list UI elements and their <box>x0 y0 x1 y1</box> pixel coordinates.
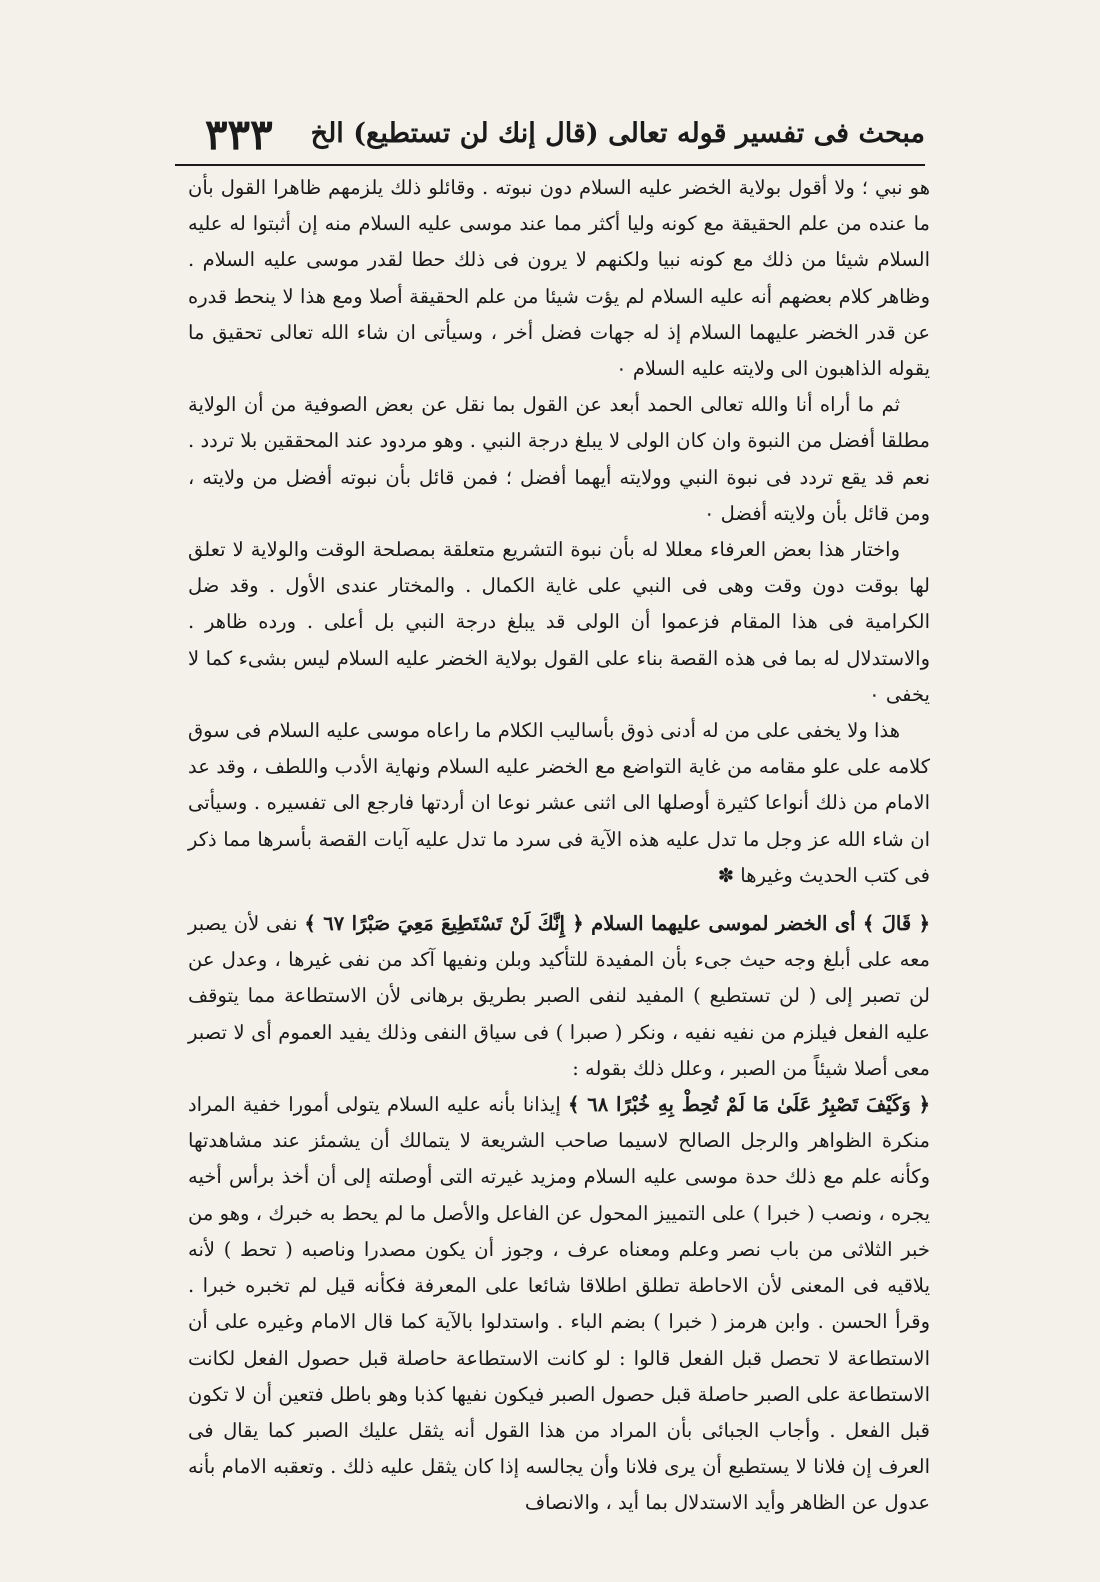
header-divider <box>175 164 925 166</box>
paragraph: واختار هذا بعض العرفاء معللا له بأن نبوة التشريع متعلقة بمصلحة الوقت والولاية لا تعلق لها بوقت دون وقت وهى فى النبي على غاية الكمال . والمختار عندى الأول . وقد ضل الكرامية فى هذا المقام فزعموا أن الولى قد يبلغ درجة النبي بل أعلى . ورده ظاهر . والاستدلال له بما فى هذه القصة بناء على القول بولاية الخضر عليه السلام ليس بشىء كما لا يخفى ٠ <box>188 538 930 706</box>
verse-commentary <box>188 906 930 1087</box>
quran-verse: ﴿ قَالَ ﴾ أى الخضر لموسى عليهما السلام ﴿ إِنَّكَ لَنْ تَسْتَطِيعَ مَعِيَ صَبْرًا ٦٧ ﴾ <box>304 912 931 936</box>
page-header <box>175 110 925 166</box>
page-body <box>188 170 930 1522</box>
page-number: ٣٣٣ <box>205 110 273 159</box>
commentary-text: إيذانا بأنه عليه السلام يتولى أمورا خفية المراد منكرة الظواهر والرجل الصالح لاسيما صاحب الشريعة لا يتمالك أن يشمئز عند مشاهدتها وكأنه علم مع ذلك حدة موسى عليه السلام ومزيد غيرته التى أوصلته إلى أن أخذ برأس أخيه يجره ، ونصب ( خبرا ) على التمييز المحول عن الفاعل والأصل ما لم يحط به خبرك ، وهو من خبر الثلاثى من باب نصر وعلم ومعناه عرف ، وجوز أن يكون مصدرا وناصبه ( تحط ) لأنه يلاقيه فى المعنى لأن الاحاطة تطلق اطلاقا شائعا على المعرفة فكأنه قيل لم تخبره خبرا . وقرأ الحسن . وابن هرمز ( خبرا ) بضم الباء . واستدلوا بالآية كما قال الامام وغيره على أن الاستطاعة لا تحصل قبل الفعل قالوا : لو كانت الاستطاعة حاصلة قبل حصول الفعل لكانت الاستطاعة على الصبر حاصلة قبل حصول الصبر فيكون نفيها كذبا وهو باطل فتعين أن لا تكون قبل الفعل . وأجاب الجبائى بأن المراد من هذا القول أنه يثقل عليك الصبر كما يقال فى العرف إن فلانا لا يستطيع أن يرى فلانا وأن يجالسه إذا كان يثقل عليه ذلك . وتعقبه الامام بأنه عدول عن الظاهر وأيد الاستدلال بما أيد ، والانصاف <box>188 1093 930 1515</box>
quran-verse: ﴿ وَكَيْفَ تَصْبِرُ عَلَىٰ مَا لَمْ تُحِطْ بِهِ خُبْرًا ٦٨ ﴾ <box>568 1093 931 1117</box>
paragraph: ثم ما أراه أنا والله تعالى الحمد أبعد عن القول بما نقل عن بعض الصوفية من أن الولاية مطلقا أفضل من النبوة وان كان الولى لا يبلغ درجة النبي . وهو مردود عند المحققين بلا تردد . نعم قد يقع تردد فى نبوة النبي وولايته أيهما أفضل ؛ فمن قائل بأن نبوته أفضل من ولايته ، ومن قائل بأن ولايته أفضل ٠ <box>188 393 930 525</box>
commentary-text: نفى لأن يصبر معه على أبلغ وجه حيث جىء بأن المفيدة للتأكيد وبلن ونفيها آكد من نفى غيرها ، وعدل عن لن تصبر إلى ( لن تستطيع ) المفيد لنفى الصبر بطريق برهانى لأن الاستطاعة مما يتوقف عليه الفعل فيلزم من نفيه نفيه ، ونكر ( صبرا ) فى سياق النفى وذلك يفيد العموم أى لا تصبر معى أصلا شيئاً من الصبر ، وعلل ذلك بقوله : <box>188 912 930 1080</box>
paragraph: هذا ولا يخفى على من له أدنى ذوق بأساليب الكلام ما راعاه موسى عليه السلام فى سوق كلامه على علو مقامه من غاية التواضع مع الخضر عليه السلام ونهاية الأدب واللطف ، وقد عد الامام من ذلك أنواعا كثيرة أوصلها الى اثنى عشر نوعا ان أردتها فارجع الى تفسيره . وسيأتى ان شاء الله عز وجل ما تدل عليه هذه الآية فى سرد ما تدل عليه آيات القصة بأسرها مما ذكر فى كتب الحديث وغيرها ✽ <box>188 719 930 887</box>
paragraph: هو نبي ؛ ولا أقول بولاية الخضر عليه السلام دون نبوته . وقائلو ذلك يلزمهم ظاهرا القول بأن ما عنده من علم الحقيقة مع كونه وليا أكثر مما عند موسى عليه السلام منه إن أثبتوا له عليه السلام شيئا من ذلك مع كونه نبيا ولكنهم لا يرون فى ذلك حطا لقدر موسى عليه السلام . وظاهر كلام بعضهم أنه عليه السلام لم يؤت شيئا من علم الحقيقة أصلا ومع هذا لا ينحط قدره عن قدر الخضر عليهما السلام إذ له جهات فضل أخر ، وسيأتى ان شاء الله تعالى تحقيق ما يقوله الذاهبون الى ولايته عليه السلام ٠ <box>188 176 930 381</box>
running-title: مبحث فى تفسير قوله تعالى (قال إنك لن تستطيع) الخ <box>310 118 925 149</box>
spacer <box>188 894 930 906</box>
verse-commentary <box>188 1087 930 1521</box>
